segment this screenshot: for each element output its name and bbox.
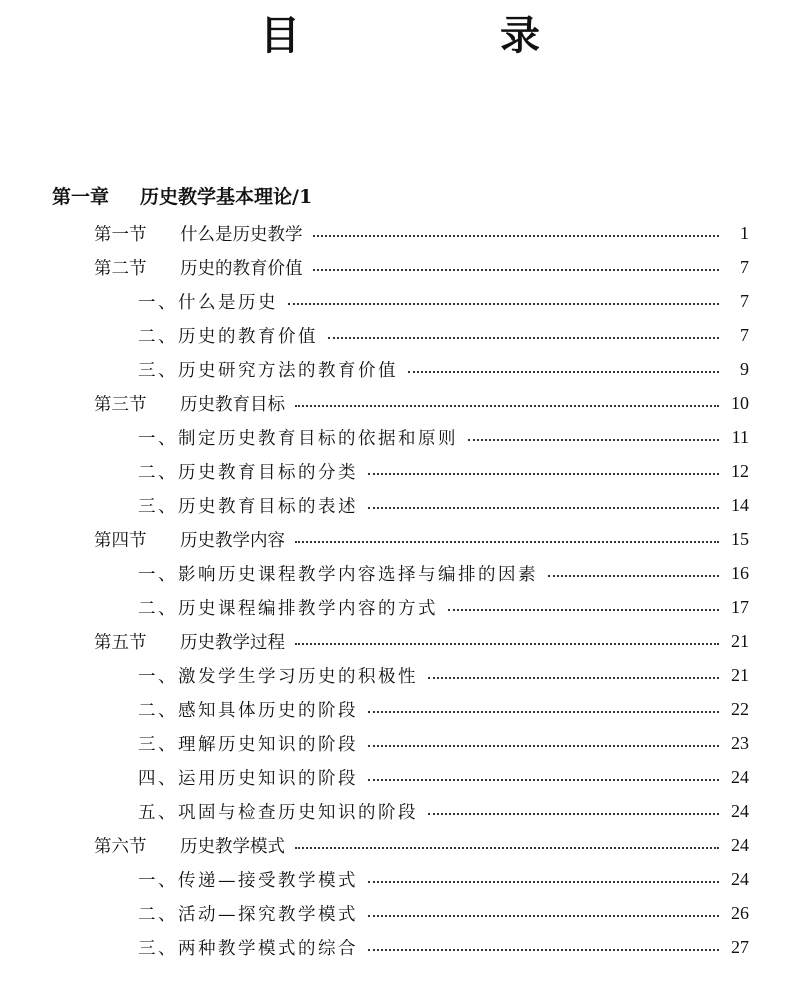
toc-subsection-entry (138, 658, 749, 692)
page-number: 10 (731, 392, 749, 413)
page-number: 27 (731, 936, 749, 957)
dot-leader (328, 337, 719, 339)
entry-title: 一、影响历史课程教学内容选择与编排的因素 (138, 564, 538, 585)
dot-leader (295, 643, 719, 645)
toc-section-entry (94, 250, 749, 284)
toc-section-entry (94, 522, 749, 556)
entry-title: 什么是历史教学 (180, 224, 303, 245)
section-label: 第二节 (94, 258, 147, 279)
section-label: 第三节 (94, 394, 147, 415)
dot-leader (368, 745, 719, 747)
entry-title: 历史教学内容 (180, 530, 285, 551)
dot-leader (368, 779, 719, 781)
section-label: 第四节 (94, 530, 147, 551)
page-number: 15 (731, 528, 749, 549)
section-label: 第五节 (94, 632, 147, 653)
dot-leader (548, 575, 719, 577)
page-title: 目 录 (260, 12, 620, 59)
entry-title: 一、激发学生学习历史的积极性 (138, 666, 418, 687)
entry-title: 二、历史的教育价值 (138, 326, 318, 347)
entry-title: 历史教育目标 (180, 394, 285, 415)
entry-title: 二、感知具体历史的阶段 (138, 700, 358, 721)
toc-subsection-entry (138, 420, 749, 454)
entry-title: 二、历史课程编排教学内容的方式 (138, 598, 438, 619)
toc-subsection-entry (138, 726, 749, 760)
page-number: 23 (731, 732, 749, 753)
page-number: 12 (731, 460, 749, 481)
entry-title: 三、历史教育目标的表述 (138, 496, 358, 517)
dot-leader (368, 915, 719, 917)
page-number: 16 (731, 562, 749, 583)
toc-section-entry (94, 828, 749, 862)
chapter-label: 第一章 (52, 186, 110, 208)
toc-section-entry (94, 624, 749, 658)
page-number: 21 (731, 630, 749, 651)
page-number: 24 (731, 766, 749, 787)
entry-title: 一、制定历史教育目标的依据和原则 (138, 428, 458, 449)
toc-section-entry (94, 386, 749, 420)
toc-subsection-entry (138, 284, 749, 318)
dot-leader (428, 677, 719, 679)
toc-subsection-entry (138, 794, 749, 828)
entry-title: 二、活动—探究教学模式 (138, 904, 358, 925)
section-label: 第六节 (94, 836, 147, 857)
dot-leader (368, 949, 719, 951)
dot-leader (428, 813, 719, 815)
dot-leader (288, 303, 719, 305)
toc-subsection-entry (138, 760, 749, 794)
page-number: 1 (740, 222, 749, 243)
dot-leader (313, 235, 720, 237)
dot-leader (368, 881, 719, 883)
page-number: 17 (731, 596, 749, 617)
entry-title: 历史的教育价值 (180, 258, 303, 279)
entry-title: 历史教学模式 (180, 836, 285, 857)
page-number: 24 (731, 868, 749, 889)
toc-subsection-entry (138, 896, 749, 930)
page-number: 21 (731, 664, 749, 685)
toc-subsection-entry (138, 454, 749, 488)
section-label: 第一节 (94, 224, 147, 245)
page-number: 24 (731, 800, 749, 821)
toc-subsection-entry (138, 488, 749, 522)
entry-title: 四、运用历史知识的阶段 (138, 768, 358, 789)
dot-leader (313, 269, 720, 271)
dot-leader (368, 711, 719, 713)
chapter-title: 历史教学基本理论/1 (140, 186, 313, 208)
entry-title: 历史教学过程 (180, 632, 285, 653)
entry-title: 三、理解历史知识的阶段 (138, 734, 358, 755)
chapter-heading (52, 184, 312, 210)
toc-section-entry (94, 216, 749, 250)
dot-leader (295, 541, 719, 543)
toc-subsection-entry (138, 930, 749, 964)
entry-title: 二、历史教育目标的分类 (138, 462, 358, 483)
page-number: 9 (740, 358, 749, 379)
toc-subsection-entry (138, 556, 749, 590)
page-number: 7 (740, 290, 749, 311)
page-number: 11 (731, 426, 749, 447)
dot-leader (468, 439, 719, 441)
page-number: 14 (731, 494, 749, 515)
page-number: 24 (731, 834, 749, 855)
entry-title: 五、巩固与检查历史知识的阶段 (138, 802, 418, 823)
page-number: 7 (740, 256, 749, 277)
dot-leader (368, 473, 719, 475)
entry-title: 一、什么是历史 (138, 292, 278, 313)
page-number: 22 (731, 698, 749, 719)
dot-leader (295, 405, 719, 407)
toc-subsection-entry (138, 352, 749, 386)
toc-subsection-entry (138, 318, 749, 352)
entry-title: 三、两种教学模式的综合 (138, 938, 358, 959)
page-number: 26 (731, 902, 749, 923)
page-number: 7 (740, 324, 749, 345)
toc-subsection-entry (138, 692, 749, 726)
dot-leader (408, 371, 719, 373)
dot-leader (295, 847, 719, 849)
entry-title: 一、传递—接受教学模式 (138, 870, 358, 891)
dot-leader (448, 609, 719, 611)
toc-subsection-entry (138, 862, 749, 896)
toc-subsection-entry (138, 590, 749, 624)
dot-leader (368, 507, 719, 509)
entry-title: 三、历史研究方法的教育价值 (138, 360, 398, 381)
